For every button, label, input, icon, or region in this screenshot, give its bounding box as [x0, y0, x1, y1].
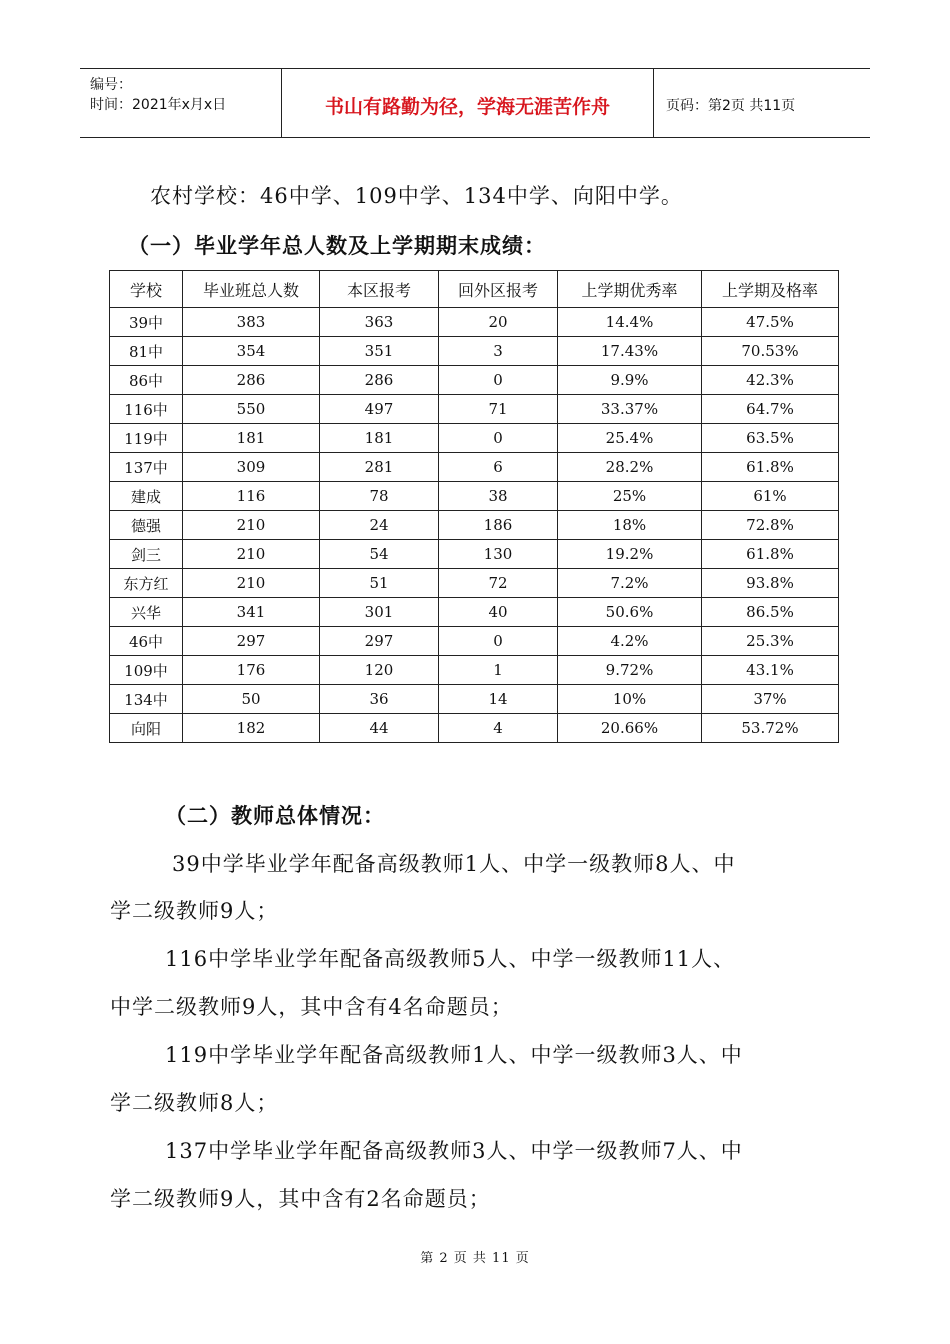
- table-row: [110, 569, 839, 598]
- table-cell: 50: [183, 685, 320, 714]
- table-row: [110, 540, 839, 569]
- table-cell: 40: [439, 598, 558, 627]
- table-cell: 181: [320, 424, 439, 453]
- table-cell: 301: [320, 598, 439, 627]
- table-cell: 351: [320, 337, 439, 366]
- header-page-info: 页码：第2页 共11页: [666, 98, 796, 114]
- table-cell: 63.5%: [702, 424, 839, 453]
- table-cell: 14: [439, 685, 558, 714]
- table-cell: 建成: [110, 482, 183, 511]
- table-cell: 42.3%: [702, 366, 839, 395]
- table-cell: 281: [320, 453, 439, 482]
- table-cell: 181: [183, 424, 320, 453]
- table-row: [110, 482, 839, 511]
- table-cell: 130: [439, 540, 558, 569]
- table-cell: 25.3%: [702, 627, 839, 656]
- table-cell: 兴华: [110, 598, 183, 627]
- column-header-school: 学校: [110, 271, 183, 308]
- table-row: [110, 308, 839, 337]
- number-label: 编号：: [90, 77, 132, 93]
- table-cell: 134中: [110, 685, 183, 714]
- table-cell: 182: [183, 714, 320, 743]
- table-header-row: [110, 271, 839, 308]
- table-cell: 210: [183, 511, 320, 540]
- table-cell: 71: [439, 395, 558, 424]
- table-cell: 28.2%: [558, 453, 702, 482]
- table-cell: 383: [183, 308, 320, 337]
- table-cell: 33.37%: [558, 395, 702, 424]
- teacher-line: 中学二级教师9人，其中含有4名命题员；: [110, 995, 513, 1019]
- table-cell: 86中: [110, 366, 183, 395]
- table-cell: 39中: [110, 308, 183, 337]
- rural-schools-text: 农村学校：46中学、109中学、134中学、向阳中学。: [150, 184, 683, 208]
- table-cell: 3: [439, 337, 558, 366]
- table-cell: 81中: [110, 337, 183, 366]
- column-header-pass-rate: 上学期及格率: [702, 271, 839, 308]
- table-cell: 72: [439, 569, 558, 598]
- table-cell: 93.8%: [702, 569, 839, 598]
- table-cell: 61.8%: [702, 540, 839, 569]
- table-cell: 43.1%: [702, 656, 839, 685]
- table-cell: 137中: [110, 453, 183, 482]
- table-cell: 0: [439, 366, 558, 395]
- table-cell: 1: [439, 656, 558, 685]
- table-row: [110, 424, 839, 453]
- table-cell: 51: [320, 569, 439, 598]
- teacher-line: 116中学毕业学年配备高级教师5人、中学一级教师11人、: [165, 947, 736, 971]
- table-cell: 61.8%: [702, 453, 839, 482]
- column-header-external: 回外区报考: [439, 271, 558, 308]
- table-row: [110, 395, 839, 424]
- table-cell: 109中: [110, 656, 183, 685]
- table-cell: 116中: [110, 395, 183, 424]
- table-cell: 0: [439, 627, 558, 656]
- table-cell: 61%: [702, 482, 839, 511]
- table-cell: 4.2%: [558, 627, 702, 656]
- table-cell: 38: [439, 482, 558, 511]
- teacher-line: 学二级教师9人，其中含有2名命题员；: [110, 1187, 491, 1211]
- table-cell: 20.66%: [558, 714, 702, 743]
- table-cell: 18%: [558, 511, 702, 540]
- table-cell: 72.8%: [702, 511, 839, 540]
- table-cell: 64.7%: [702, 395, 839, 424]
- table-cell: 186: [439, 511, 558, 540]
- table-cell: 116: [183, 482, 320, 511]
- table-cell: 78: [320, 482, 439, 511]
- table-cell: 25%: [558, 482, 702, 511]
- teacher-line: 学二级教师8人；: [110, 1091, 279, 1115]
- table-cell: 210: [183, 540, 320, 569]
- table-cell: 47.5%: [702, 308, 839, 337]
- table-row: [110, 337, 839, 366]
- table-cell: 70.53%: [702, 337, 839, 366]
- table-cell: 286: [183, 366, 320, 395]
- table-cell: 54: [320, 540, 439, 569]
- table-cell: 363: [320, 308, 439, 337]
- table-row: [110, 714, 839, 743]
- grades-table: [109, 270, 839, 743]
- table-row: [110, 366, 839, 395]
- table-cell: 297: [320, 627, 439, 656]
- teacher-line: 119中学毕业学年配备高级教师1人、中学一级教师3人、中: [165, 1043, 743, 1067]
- table-row: [110, 511, 839, 540]
- section2-title: （二）教师总体情况：: [165, 804, 385, 828]
- table-cell: 9.9%: [558, 366, 702, 395]
- table-cell: 86.5%: [702, 598, 839, 627]
- page-footer: 第 2 页 共 11 页: [420, 1251, 530, 1266]
- table-cell: 19.2%: [558, 540, 702, 569]
- table-cell: 120: [320, 656, 439, 685]
- table-cell: 东方红: [110, 569, 183, 598]
- column-header-total: 毕业班总人数: [183, 271, 320, 308]
- table-cell: 10%: [558, 685, 702, 714]
- table-cell: 36: [320, 685, 439, 714]
- table-cell: 7.2%: [558, 569, 702, 598]
- table-row: [110, 598, 839, 627]
- table-row: [110, 453, 839, 482]
- table-cell: 46中: [110, 627, 183, 656]
- table-cell: 119中: [110, 424, 183, 453]
- teacher-line: 137中学毕业学年配备高级教师3人、中学一级教师7人、中: [165, 1139, 743, 1163]
- table-cell: 6: [439, 453, 558, 482]
- column-header-local: 本区报考: [320, 271, 439, 308]
- table-cell: 20: [439, 308, 558, 337]
- section1-title: （一）毕业学年总人数及上学期期末成绩：: [128, 234, 546, 258]
- teacher-line: 学二级教师9人；: [110, 899, 279, 923]
- table-row: [110, 685, 839, 714]
- table-cell: 297: [183, 627, 320, 656]
- page-header: [80, 68, 870, 138]
- table-cell: 剑三: [110, 540, 183, 569]
- header-motto: 书山有路勤为径，学海无涯苦作舟: [282, 69, 654, 137]
- table-cell: 286: [320, 366, 439, 395]
- table-cell: 0: [439, 424, 558, 453]
- table-cell: 9.72%: [558, 656, 702, 685]
- table-cell: 341: [183, 598, 320, 627]
- table-body: [110, 308, 839, 743]
- header-meta: [80, 69, 282, 137]
- table-cell: 176: [183, 656, 320, 685]
- table-cell: 向阳: [110, 714, 183, 743]
- date-label: 时间：2021年x月x日: [90, 97, 227, 113]
- table-cell: 25.4%: [558, 424, 702, 453]
- table-cell: 17.43%: [558, 337, 702, 366]
- table-cell: 4: [439, 714, 558, 743]
- table-cell: 37%: [702, 685, 839, 714]
- table-cell: 24: [320, 511, 439, 540]
- table-cell: 14.4%: [558, 308, 702, 337]
- table-cell: 354: [183, 337, 320, 366]
- table-cell: 550: [183, 395, 320, 424]
- table-cell: 44: [320, 714, 439, 743]
- table-cell: 50.6%: [558, 598, 702, 627]
- table-row: [110, 627, 839, 656]
- table-row: [110, 656, 839, 685]
- column-header-excellent-rate: 上学期优秀率: [558, 271, 702, 308]
- table-cell: 210: [183, 569, 320, 598]
- teacher-line: 39中学毕业学年配备高级教师1人、中学一级教师8人、中: [172, 852, 736, 876]
- table-cell: 309: [183, 453, 320, 482]
- table-cell: 德强: [110, 511, 183, 540]
- table-cell: 497: [320, 395, 439, 424]
- table-cell: 53.72%: [702, 714, 839, 743]
